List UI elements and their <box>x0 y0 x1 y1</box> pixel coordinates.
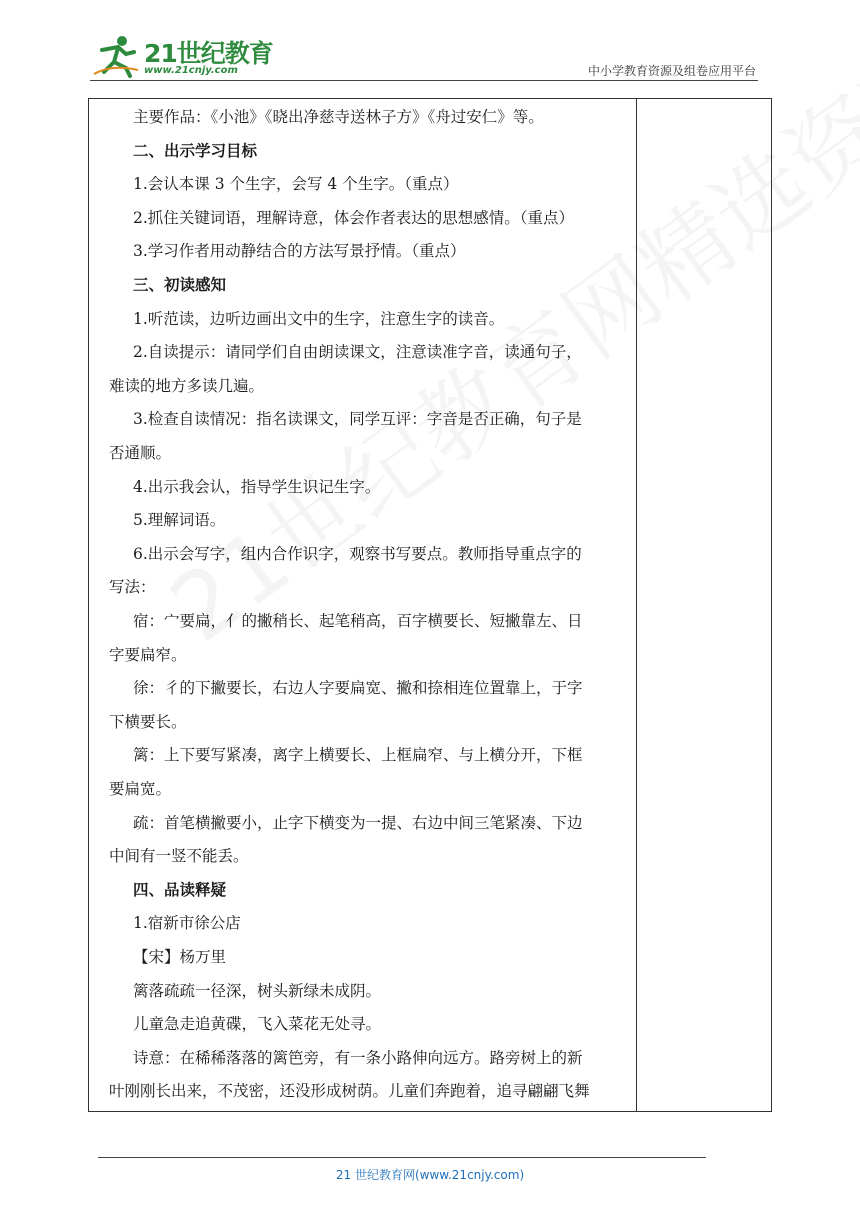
content-line: 字要扁窄。 <box>109 645 187 664</box>
content-line: 写法： <box>109 578 156 597</box>
content-line: 中间有一竖不能丢。 <box>109 847 249 866</box>
content-line: 【宋】杨万里 <box>133 948 227 966</box>
platform-name: 中小学教育资源及组卷应用平台 <box>587 64 756 78</box>
content-line: 疏：首笔横撇要小，止字下横变为一提、右边中间三笔紧凑、下边 <box>133 813 583 832</box>
footer-divider <box>98 1157 706 1158</box>
content-line: 否通顺。 <box>109 444 172 462</box>
content-line: 儿童急走追黄碟，飞入菜花无处寻。 <box>133 1015 382 1034</box>
section-heading: 二、出示学习目标 <box>133 141 258 160</box>
site-logo[interactable] <box>92 34 273 80</box>
content-line: 1.宿新市徐公店 <box>133 914 241 933</box>
content-line: 要扁宽。 <box>109 780 172 798</box>
table-column-divider <box>636 99 637 1111</box>
logo-url: www.21cnjy.com <box>144 65 238 76</box>
content-line: 篱落疏疏一径深，树头新绿未成阴。 <box>133 981 382 1000</box>
runner-logo-icon <box>92 34 140 78</box>
content-line: 宿：宀要扁，亻的撇稍长、起笔稍高，百字横要长、短撇靠左、日 <box>133 612 583 630</box>
content-line: 徐：彳的下撇要长，右边人字要扁宽、撇和捺相连位置靠上，于字 <box>133 679 583 698</box>
content-line: 下横要长。 <box>109 712 187 731</box>
content-line: 3.学习作者用动静结合的方法写景抒情。（重点） <box>133 242 466 261</box>
content-line: 难读的地方多读几遍。 <box>109 376 265 395</box>
section-heading: 三、初读感知 <box>133 276 227 294</box>
content-line: 6.出示会写字，组内合作识字，观察书写要点。教师指导重点字的 <box>133 544 582 563</box>
section-heading: 四、品读释疑 <box>133 880 227 899</box>
content-line: 诗意：在稀稀落落的篱笆旁，有一条小路伸向远方。路旁树上的新 <box>133 1048 583 1067</box>
lesson-table <box>88 98 772 1112</box>
content-line: 3.检查自读情况：指名读课文，同学互评：字音是否正确，句子是 <box>133 410 582 429</box>
content-line: 5.理解词语。 <box>133 511 226 530</box>
footer-link[interactable]: 21 世纪教育网(www.21cnjy.com) <box>335 1168 525 1182</box>
content-line: 篱：上下要写紧凑，离字上横要长、上框扁窄、与上横分开，下框 <box>133 746 583 765</box>
header-divider <box>90 80 758 81</box>
content-line: 2.自读提示：请同学们自由朗读课文，注意读准字音，读通句子， <box>133 343 582 362</box>
page-header <box>0 0 860 90</box>
content-line: 2.抓住关键词语，理解诗意，体会作者表达的思想感情。（重点） <box>133 208 575 227</box>
content-line: 1.听范读，边听边画出文中的生字，注意生字的读音。 <box>133 309 505 328</box>
content-line: 1.会认本课 3 个生字，会写 4 个生字。（重点） <box>133 175 459 194</box>
content-line: 主要作品：《小池》《晓出净慈寺送林子方》《舟过安仁》等。 <box>133 108 544 126</box>
content-line: 叶刚刚长出来，不茂密，还没形成树荫。儿童们奔跑着，追寻翩翩飞舞 <box>109 1082 590 1101</box>
logo-title: 21世纪教育 <box>144 39 273 68</box>
content-line: 4.出示我会认，指导学生识记生字。 <box>133 477 381 496</box>
